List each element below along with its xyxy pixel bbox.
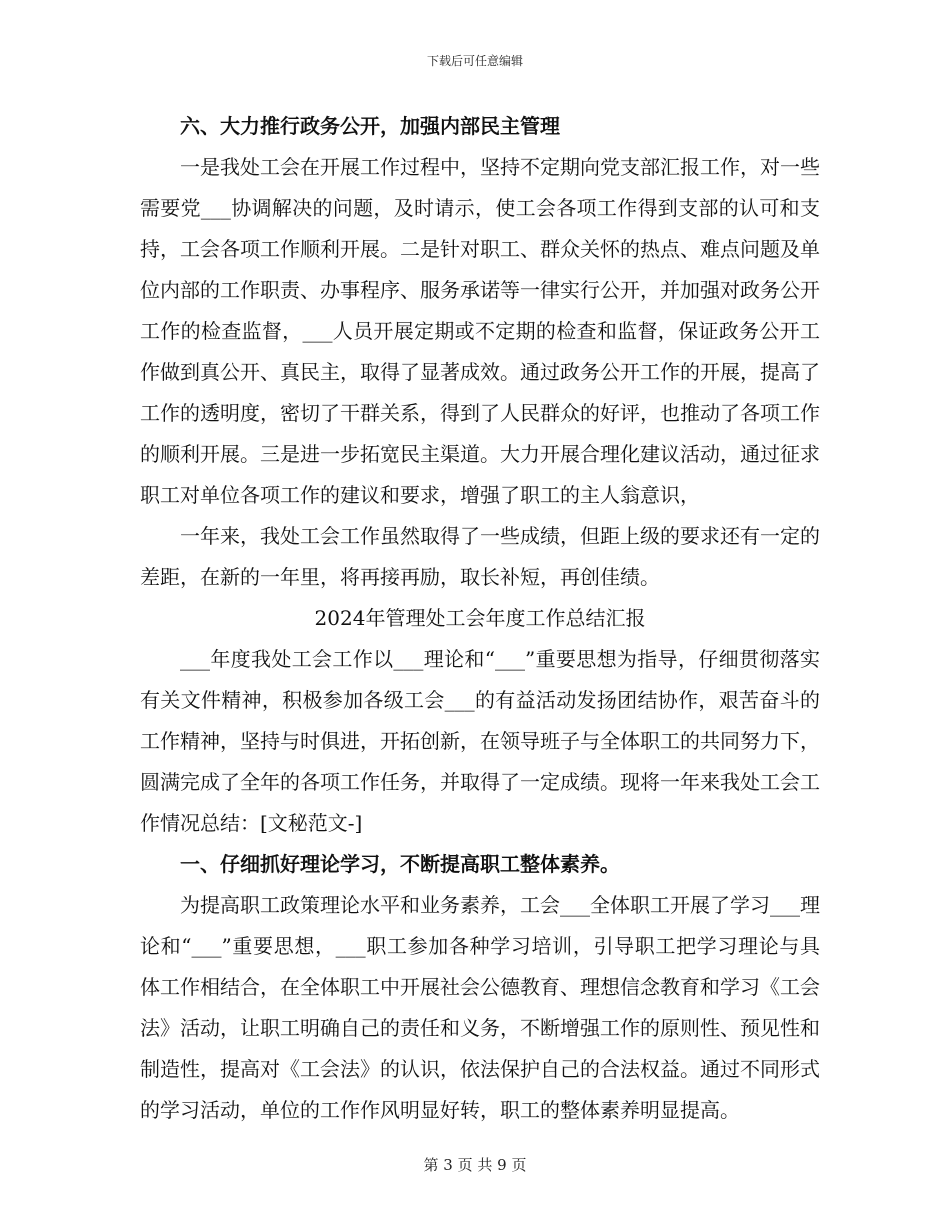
document-title: 2024年管理处工会年度工作总结汇报 <box>314 606 646 630</box>
paragraph-section1: 为提高职工政策理论水平和业务素养，工会___全体职工开展了学习___理论和“___”重要思想，___职工参加各种学习培训，引导职工把学习理论与具体工作相结合，在全体职工中开展社会公德教育、理想信念教育和学习《工会法》活动，让职工明确自己的责任和义务，不断增强工作的原则性、预见性和制造性，提高对《工会法》的认识，依法保护自己的合法权益。通过不同形式的学习活动，单位的工作作风明显好转，职工的整体素养明显提高。 <box>140 893 820 1122</box>
section-heading-1: 一、仔细抓好理论学习，不断提高职工整体素养。 <box>180 852 620 876</box>
section-heading-6: 六、大力推行政务公开，加强内部民主管理 <box>180 114 560 138</box>
document-body <box>140 106 820 1131</box>
paragraph-intro: ___年度我处工会工作以___理论和“___”重要思想为指导，仔细贯彻落实有关文件精神，积极参加各级工会___的有益活动发扬团结协作，艰苦奋斗的工作精神，坚持与时俱进，开拓创新，在领导班子与全体职工的共同努力下，圆满完成了全年的各项工作任务，并取得了一定成绩。现将一年来我处工会工作情况总结：[文秘范文-] <box>140 647 820 835</box>
page-number: 第 3 页 共 9 页 <box>423 1156 527 1174</box>
paragraph-section6-1: 一是我处工会在开展工作过程中，坚持不定期向党支部汇报工作，对一些需要党___协调解决的问题，及时请示，使工会各项工作得到支部的认可和支持，工会各项工作顺利开展。二是针对职工、群众关怀的热点、难点问题及单位内部的工作职责、办事程序、服务承诺等一律实行公开，并加强对政务公开工作的检查监督，___人员开展定期或不定期的检查和监督，保证政务公开工作做到真公开、真民主，取得了显著成效。通过政务公开工作的开展，提高了工作的透明度，密切了干群关系，得到了人民群众的好评，也推动了各项工作的顺利开展。三是进一步拓宽民主渠道。大力开展合理化建议活动，通过征求职工对单位各项工作的建议和要求，增强了职工的主人翁意识， <box>140 155 820 507</box>
page-header-note: 下载后可任意编辑 <box>426 54 523 68</box>
paragraph-section6-2: 一年来，我处工会工作虽然取得了一些成绩，但距上级的要求还有一定的差距，在新的一年里，将再接再励，取长补短，再创佳绩。 <box>140 524 820 589</box>
